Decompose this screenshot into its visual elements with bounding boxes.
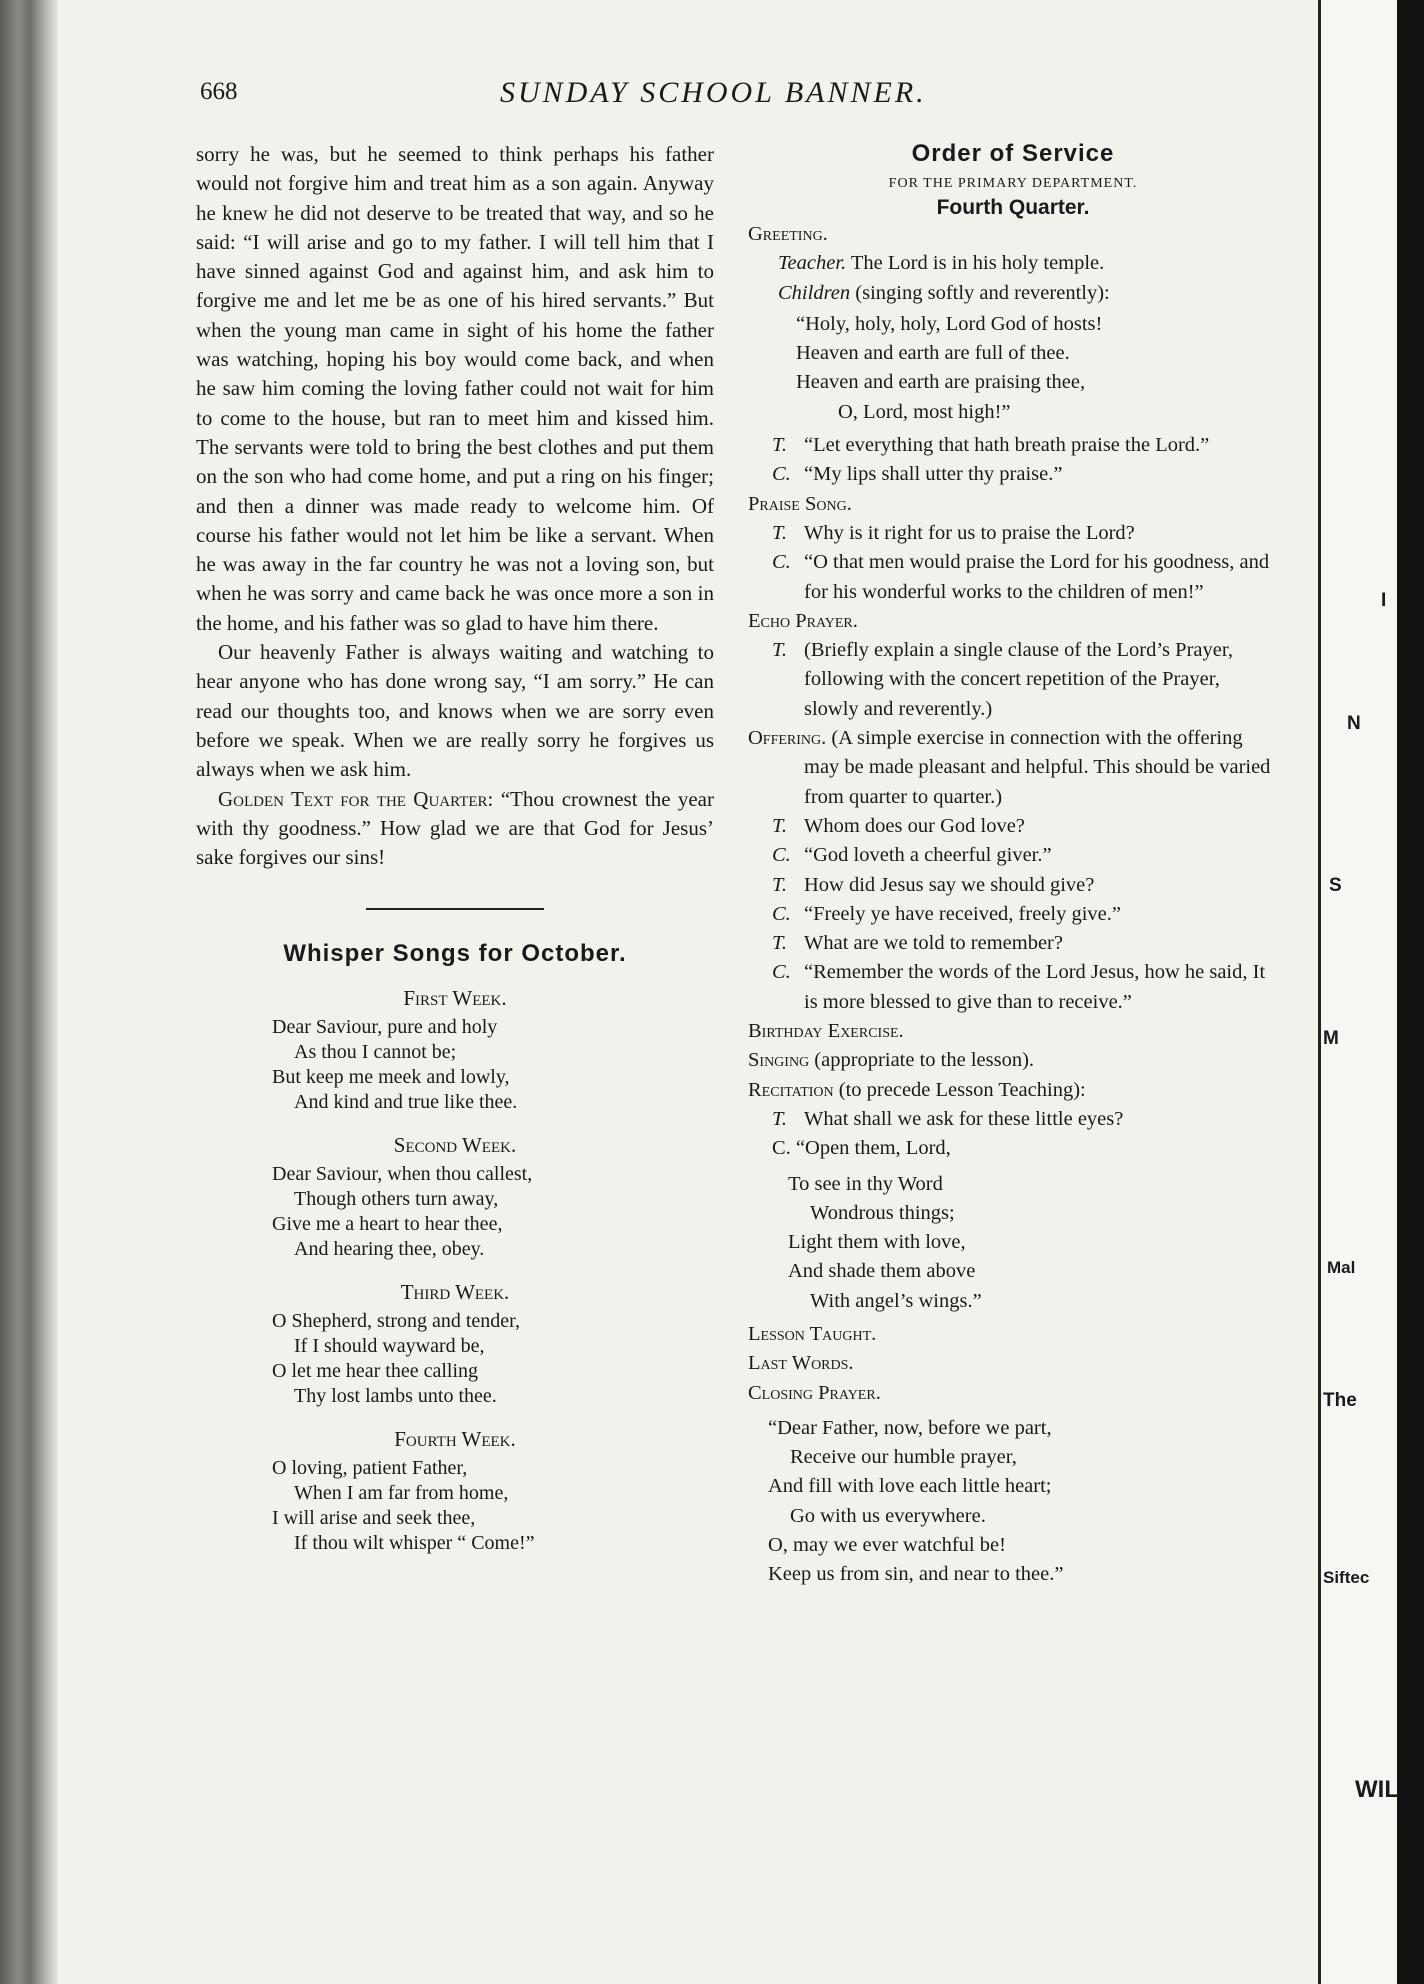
poem-line: If I should wayward be,	[294, 1335, 485, 1358]
section-closing-prayer: Closing Prayer.	[748, 1381, 881, 1404]
divider	[366, 908, 544, 910]
poem-line: Though others turn away,	[294, 1188, 499, 1211]
poem-line: Dear Saviour, when thou callest,	[272, 1163, 533, 1186]
poem-line: O loving, patient Father,	[272, 1457, 468, 1480]
dialogue-line: T. Whom does our God love?	[772, 814, 1025, 837]
poem-line: And hearing thee, obey.	[294, 1238, 485, 1261]
verse-line: And shade them above	[788, 1260, 976, 1283]
page-header	[200, 78, 1280, 118]
fragment: M	[1323, 1028, 1339, 1049]
offering-line	[748, 724, 1278, 812]
story-text	[196, 140, 714, 872]
binding-edge	[0, 0, 58, 1984]
week-title: Second Week.	[393, 1133, 517, 1158]
verse-line: Receive our humble prayer,	[790, 1446, 1017, 1469]
verse-line: “Dear Father, now, before we part,	[768, 1416, 1052, 1439]
adjacent-page	[1318, 0, 1424, 1984]
section-lesson-taught: Lesson Taught.	[748, 1322, 877, 1345]
dialogue-line: C. “Remember the words of the Lord Jesus, how he said, It is more blessed to give than to receive.”	[772, 961, 1266, 1013]
page-shadow	[1397, 0, 1424, 1984]
week-2	[196, 1133, 714, 1262]
dialogue-line: T. “Let everything that hath breath praise the Lord.”	[772, 434, 1210, 457]
teacher-line	[748, 249, 1278, 278]
paragraph: sorry he was, but he seemed to think perhaps his father would not forgive him and treat him as a son again. Anyway he knew he did not deserve to be treated that way, and so he said: “I will arise and go to my father. I will tell him that I have sinned against God and against him, and ask him to forgive me and let me be as one of his hired servants.” But when the young man came in sight of his home the father was watching, hoping his boy would come back, and when he saw him coming the loving father could not wait for him to come to the house, but ran to meet him and kissed him. The servants were told to bring the best clothes and put them on the son who had come home, and put a ring on his finger; and then a dinner was made ready to welcome him. Of course his father would not let him be like a servant. When he was away in the far country he was not a loving son, but when he was sorry and came back he was once more a son in the home, and his father was so glad to have him there.	[196, 142, 714, 635]
quarter-heading: Fourth Quarter.	[936, 196, 1090, 219]
verse-line: Go with us everywhere.	[790, 1504, 986, 1527]
paragraph: Our heavenly Father is always waiting and watching to hear anyone who has done wrong say, “I am sorry.” He can read our thoughts too, and knows when we are sorry even before we speak. When we are really sorry he forgives us always when we ask him.	[196, 640, 714, 782]
dialogue-line: T. (Briefly explain a single clause of the Lord’s Prayer, following with the concert repetition of the Prayer, slowly and reverently.)	[772, 639, 1233, 720]
fragment: Mal	[1327, 1258, 1356, 1277]
section-last-words: Last Words.	[748, 1352, 854, 1375]
poem-line: If thou wilt whisper “ Come!”	[294, 1532, 535, 1555]
dialogue-line: T. Why is it right for us to praise the Lord?	[772, 521, 1135, 544]
singing-line	[748, 1046, 1278, 1075]
dialogue-line: C. “Freely ye have received, freely give.”	[772, 902, 1121, 925]
week-3	[196, 1280, 714, 1409]
fragment: The	[1323, 1390, 1357, 1411]
poem-line: Thy lost lambs unto thee.	[294, 1385, 497, 1408]
poem-line: Give me a heart to hear thee,	[272, 1213, 503, 1236]
children-text: (singing softly and reverently):	[850, 281, 1110, 304]
verse-line: Heaven and earth are praising thee,	[796, 371, 1086, 394]
verse-line: “Holy, holy, holy, Lord God of hosts!	[796, 312, 1103, 335]
fragment: S	[1329, 875, 1342, 896]
poem-line: As thou I cannot be;	[294, 1041, 457, 1064]
children-label: Children	[778, 281, 851, 304]
department-subtitle: FOR THE PRIMARY DEPARTMENT.	[888, 176, 1138, 191]
section-offering: Offering.	[748, 727, 827, 750]
section-praise-song: Praise Song.	[748, 492, 852, 515]
poem-line: But keep me meek and lowly,	[272, 1066, 510, 1089]
verse-line: O, may we ever watchful be!	[768, 1534, 1006, 1557]
children-line	[748, 279, 1278, 308]
dialogue-line: C. “Open them, Lord,	[772, 1137, 951, 1160]
verse-line: Wondrous things;	[810, 1201, 955, 1224]
week-4	[196, 1427, 714, 1556]
poem-line: O Shepherd, strong and tender,	[272, 1310, 521, 1333]
dialogue-line: C. “God loveth a cheerful giver.”	[772, 844, 1052, 867]
week-1	[196, 986, 714, 1115]
week-title: Third Week.	[400, 1280, 510, 1305]
golden-text: “Thou crownest the year with thy goodness.” How glad we are that God for Jesus’ sake forgives our sins!	[196, 786, 714, 870]
dialogue-line: T. What shall we ask for these little eyes?	[772, 1107, 1124, 1130]
poem-line: O let me hear thee calling	[272, 1360, 479, 1383]
verse-line: Light them with love,	[788, 1231, 966, 1254]
verse-line: With angel’s wings.”	[810, 1289, 982, 1312]
page-number: 668	[200, 78, 238, 105]
teacher-text: The Lord is in his holy temple.	[846, 252, 1105, 275]
section-recitation: Recitation	[748, 1078, 834, 1101]
dialogue-line: T. How did Jesus say we should give?	[772, 873, 1095, 896]
right-column	[748, 140, 1278, 1590]
fragment: WIL	[1355, 1776, 1399, 1803]
order-of-service-title: Order of Service	[911, 140, 1115, 167]
left-column	[196, 140, 714, 1556]
dialogue-line: C. “O that men would praise the Lord for his goodness, and for his wonderful works to the children of men!”	[772, 551, 1270, 603]
dialogue-line: C. “My lips shall utter thy praise.”	[772, 463, 1063, 486]
section-singing: Singing	[748, 1049, 810, 1072]
closing-verse	[748, 1414, 1278, 1590]
section-greeting: Greeting.	[748, 223, 828, 245]
whisper-songs-title: Whisper Songs for October.	[283, 940, 627, 968]
poem-line: I will arise and seek thee,	[272, 1507, 476, 1530]
singing-text: (appropriate to the lesson).	[809, 1049, 1035, 1072]
poem-line: Dear Saviour, pure and holy	[272, 1016, 498, 1039]
teacher-label: Teacher.	[778, 252, 847, 275]
week-title: First Week.	[403, 986, 507, 1011]
section-echo-prayer: Echo Prayer.	[748, 609, 858, 632]
hymn	[748, 310, 1278, 427]
dialogue-line: T. What are we told to remember?	[772, 932, 1063, 955]
running-title: SUNDAY SCHOOL BANNER.	[500, 76, 927, 109]
poem-line: And kind and true like thee.	[294, 1091, 518, 1114]
verse-line: And fill with love each little heart;	[768, 1475, 1052, 1498]
verse-line: To see in thy Word	[788, 1172, 943, 1195]
verse-line: O, Lord, most high!”	[838, 400, 1011, 423]
offering-text: (A simple exercise in connection with the offering may be made pleasant and helpful. This should be varied from quarter to quarter.)	[804, 727, 1271, 808]
section-birthday: Birthday Exercise.	[748, 1020, 904, 1043]
recitation-line	[748, 1076, 1278, 1105]
fragment: I	[1381, 590, 1387, 611]
golden-text-label: Golden Text for the Quarter:	[218, 786, 494, 811]
recitation-verse	[748, 1170, 1278, 1316]
recitation-text: (to precede Lesson Teaching):	[833, 1078, 1086, 1101]
fragment: N	[1347, 713, 1361, 734]
verse-line: Heaven and earth are full of thee.	[796, 342, 1070, 365]
golden-text-paragraph	[196, 785, 714, 873]
fragment: Siftec	[1323, 1568, 1370, 1587]
poem-line: When I am far from home,	[294, 1482, 509, 1505]
week-title: Fourth Week.	[394, 1427, 516, 1452]
verse-line: Keep us from sin, and near to thee.”	[768, 1563, 1064, 1586]
